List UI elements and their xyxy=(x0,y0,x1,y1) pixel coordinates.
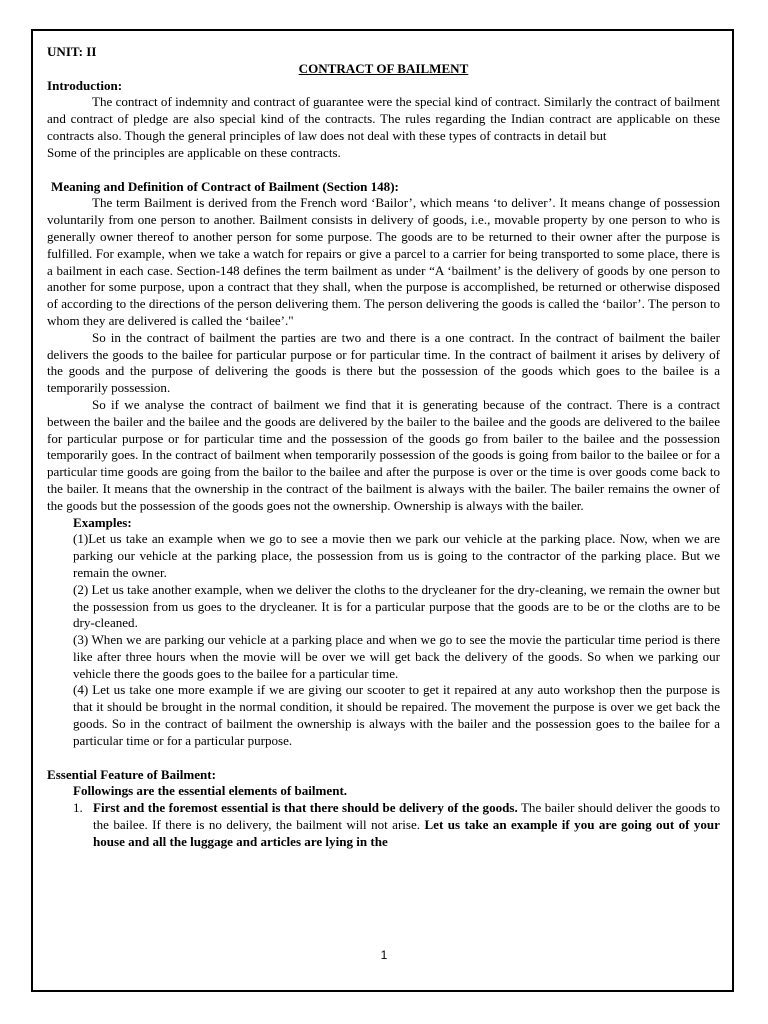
list-item-bold-tail: Let us take an example if you are going out of your house and all the luggage and articles are lying in the xyxy=(93,817,720,849)
list-item-text xyxy=(93,800,720,850)
list-item xyxy=(73,800,720,850)
meaning-paragraph-1: The term Bailment is derived from the French word ‘Bailor’, which means ‘to deliver’. It means change of possession voluntarily from one person to another. Bailment consists in delivery of goods, i.e., movable property by one person to who is generally owner thereof to another person for some purpose. The goods are to be returned to their owner after the purpose is fulfilled. For example, when we take a watch for repairs or give a parcel to a carrier for being transported to some place, there is a bailment in each case. Section-148 defines the term bailment as under “A ‘bailment’ is the delivery of goods by one person to another for some purpose, upon a contract that they shall, when the purpose is accomplished, be returned or otherwise disposed of according to the directions of the person delivering them. The person delivering the goods is called the ‘bailor’. The person to whom they are delivered is called the ‘bailee’." xyxy=(47,195,720,328)
essential-heading: Essential Feature of Bailment: xyxy=(47,766,216,782)
list-item-bold-lead: First and the foremost essential is that there should be delivery of the goods. xyxy=(93,800,518,816)
meaning-paragraph-3: So if we analyse the contract of bailment we find that it is generating because of the contract. There is a contract between the bailer and the bailee and the goods are delivered by the bailer to the bailee and the goods are delivered to the bailee for particular purpose or for particular time and the possession of the goods go from bailer to the bailee and the possession temporarily goes. In the contract of bailment when temporarily possession of the goods is going from bailor to the bailee or for a particular time goods are going from the bailor to the bailee and after the purpose is over or the time is over goods come back to the bailer. It means that the ownership in the contract of the bailment is always with the bailer. The bailer remains the owner of the goods but the possession of the goods goes not the ownership. Ownership is always with the bailer. xyxy=(47,396,720,513)
examples-heading: Examples: xyxy=(73,514,132,530)
unit-heading: UNIT: II xyxy=(47,44,97,59)
document-body xyxy=(47,44,720,851)
essential-subheading: Followings are the essential elements of bailment. xyxy=(73,783,348,799)
list-item-number: 1. xyxy=(73,800,83,816)
example-item: (1)Let us take an example when we go to see a movie then we park our vehicle at the parking place. Now, when we are parking our vehicle at the parking place, the possession from us is going to the contractor of the parking place. But we remain the owner. xyxy=(73,531,720,580)
page-title: CONTRACT OF BAILMENT xyxy=(298,60,469,76)
meaning-heading: Meaning and Definition of Contract of Bailment (Section 148): xyxy=(51,178,399,194)
example-item: (2) Let us take another example, when we deliver the cloths to the drycleaner for the dry-cleaning, we remain the owner but the possession from us goes to the drycleaner. It is for a particular purpose that the goods are to be or the cloths are to be dry-cleaned. xyxy=(73,581,720,631)
example-item: (4) Let us take one more example if we are giving our scooter to get it repaired at any auto workshop then the purpose is that it should be brought in the normal condition, it should be repaired. The movement the purpose is over we get back the goods. So in the contract of bailment the ownership is always with the bailer and the possession goes to the bailee for a particular time or for a particular purpose. xyxy=(73,682,720,748)
page-number: 1 xyxy=(380,948,388,962)
example-item: (3) When we are parking our vehicle at a parking place and when we go to see the movie the particular time period is there like after three hours when the movie will be over we will get back the delivery of the goods. So when we parking our vehicle there the goods goes to the bailee for a particular time. xyxy=(73,632,720,681)
intro-paragraph: The contract of indemnity and contract of guarantee were the special kind of contract. Similarly the contract of bailment and contract of pledge are also special kind of the contracts. The rules regarding the Indian contract are applicable on these contracts also. Though the general principles of law does not deal with these types of contracts in detail but xyxy=(47,94,720,143)
meaning-paragraph-2: So in the contract of bailment the parties are two and there is a one contract. In the contract of bailment the bailer delivers the goods to the bailee for particular purpose or for particular time. In the contract of bailment it arises by delivery of the goods and the purpose of delivering the goods is there but the possession of the goods which goes to the bailee is a temporarily possession. xyxy=(47,329,720,396)
list-item-body: The bailer should deliver the goods to the bailee. If there is no delivery, the bailment will not arise. xyxy=(93,800,720,833)
intro-paragraph-2: Some of the principles are applicable on these contracts. xyxy=(47,144,341,160)
intro-heading: Introduction: xyxy=(47,77,123,93)
